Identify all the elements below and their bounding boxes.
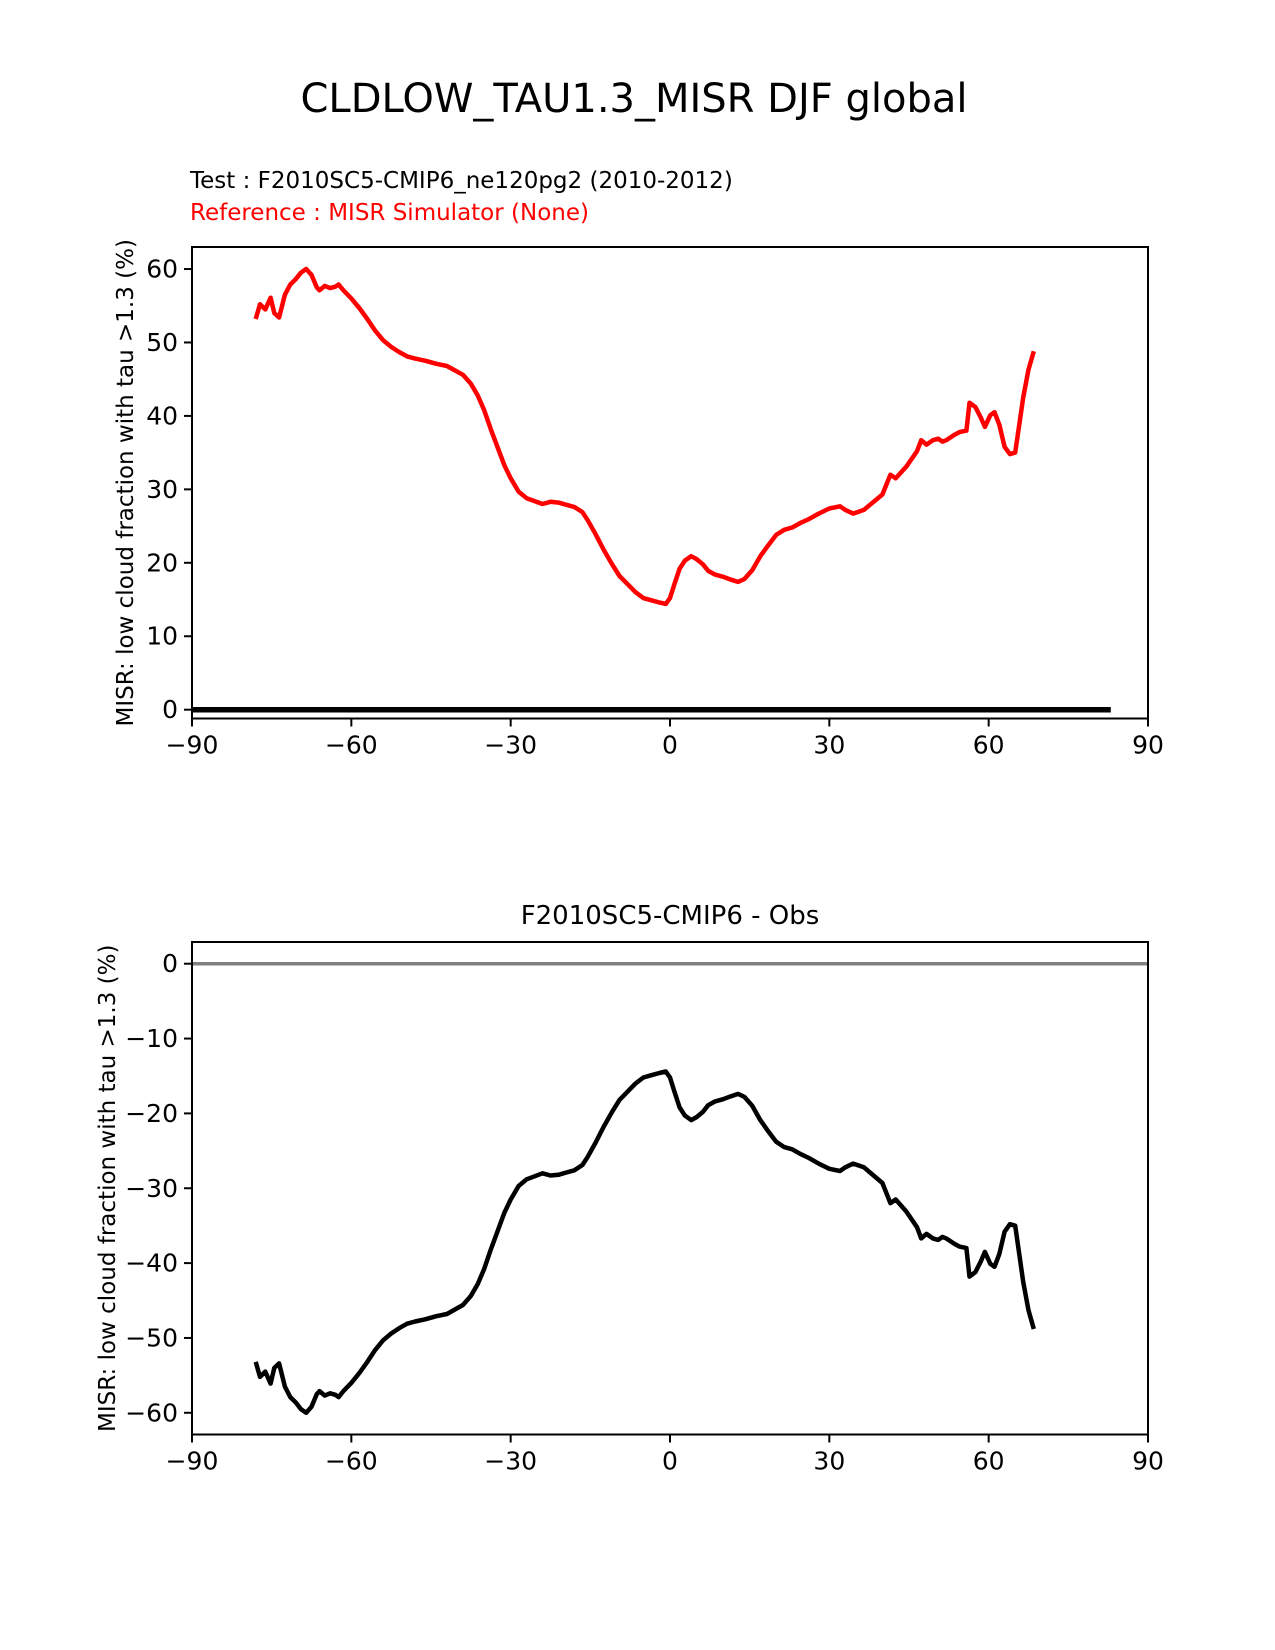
x-tick-label: 30 — [813, 730, 846, 760]
x-tick-label: 90 — [1132, 730, 1164, 760]
y-tick-label: 10 — [146, 621, 178, 651]
x-tick-label: −90 — [165, 1446, 219, 1476]
reference-label: Reference : MISR Simulator (None) — [190, 200, 589, 226]
x-tick-label: 30 — [813, 1446, 846, 1476]
x-tick-label: −60 — [324, 1446, 378, 1476]
y-tick-label: 50 — [146, 327, 178, 357]
axes-border — [192, 942, 1148, 1435]
diff-panel-title: F2010SC5-CMIP6 - Obs — [520, 901, 820, 931]
y-axis-title: MISR: low cloud fraction with tau >1.3 (%) — [113, 239, 139, 727]
x-tick-label: 90 — [1132, 1446, 1164, 1476]
y-tick-label: 40 — [146, 401, 178, 431]
y-tick-label: −60 — [125, 1398, 178, 1428]
y-tick-label: 60 — [146, 254, 178, 284]
y-tick-label: 20 — [146, 548, 178, 578]
y-tick-label: −10 — [125, 1024, 178, 1054]
figure-title: CLDLOW_TAU1.3_MISR DJF global — [300, 76, 968, 122]
x-tick-label: 0 — [662, 730, 678, 760]
top-plot — [113, 239, 1164, 759]
x-tick-label: −90 — [165, 730, 219, 760]
x-tick-label: 60 — [972, 730, 1005, 760]
x-tick-label: 60 — [972, 1446, 1005, 1476]
axes-border — [192, 247, 1148, 719]
x-tick-label: −30 — [484, 730, 538, 760]
y-tick-label: 0 — [162, 949, 178, 979]
y-axis-title: MISR: low cloud fraction with tau >1.3 (%) — [95, 944, 121, 1432]
diff-curve — [256, 1072, 1034, 1413]
test-label: Test : F2010SC5-CMIP6_ne120pg2 (2010-2012) — [190, 168, 733, 194]
y-tick-label: −40 — [125, 1248, 178, 1278]
bottom-plot — [95, 942, 1164, 1476]
x-tick-label: −30 — [484, 1446, 538, 1476]
x-tick-label: −60 — [324, 730, 378, 760]
x-tick-label: 0 — [662, 1446, 678, 1476]
y-tick-label: 0 — [162, 695, 178, 725]
y-tick-label: −50 — [125, 1323, 178, 1353]
y-tick-label: −20 — [125, 1098, 178, 1128]
y-tick-label: 30 — [146, 474, 178, 504]
test-curve — [256, 269, 1034, 604]
y-tick-label: −30 — [125, 1173, 178, 1203]
